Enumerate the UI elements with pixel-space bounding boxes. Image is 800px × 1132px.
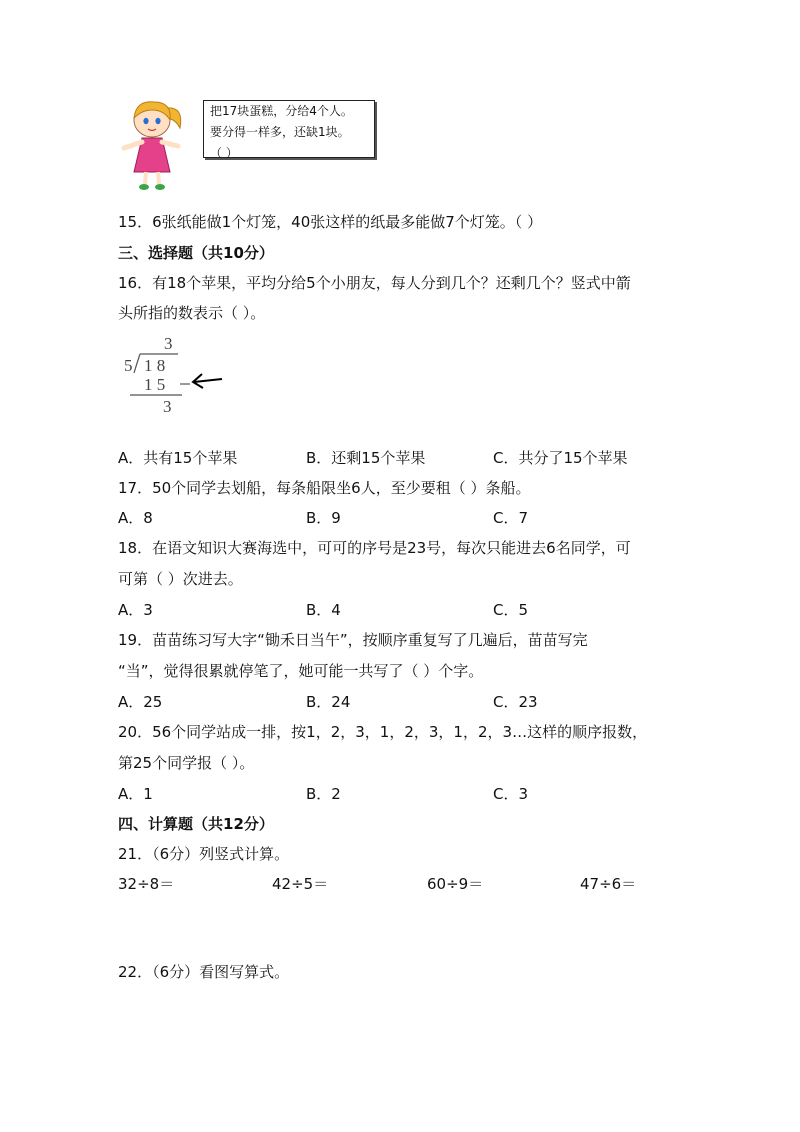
section-heading-calculation: 四、计算题（共12分） xyxy=(118,815,274,833)
question-16-line-2: 头所指的数表示（ ）。 xyxy=(118,304,266,322)
q16-option-b[interactable]: B．还剩15个苹果 xyxy=(306,449,426,467)
question-20-line-2: 第25个同学报（ ）。 xyxy=(118,754,255,772)
q19-option-a[interactable]: A．25 xyxy=(118,693,163,711)
question-21: 21．（6分）列竖式计算。 xyxy=(118,845,290,863)
question-19-line-2: “当”，觉得很累就停笔了，她可能一共写了（ ）个字。 xyxy=(118,662,484,680)
q21-expression-2: 42÷5＝ xyxy=(272,875,329,893)
question-15: 15．6张纸能做1个灯笼，40张这样的纸最多能做7个灯笼。（ ） xyxy=(118,213,543,231)
division-divisor: 5 xyxy=(124,356,133,375)
question-18-line-1: 18．在语文知识大赛海选中，可可的序号是23号，每次只能进去6名同学，可 xyxy=(118,539,631,557)
bubble-line-2: 要分得一样多，还缺1块。 xyxy=(210,125,350,139)
question-20-line-1: 20．56个同学站成一排，按1，2，3，1，2，3，1，2，3…这样的顺序报数， xyxy=(118,723,648,741)
long-division-diagram xyxy=(118,333,238,422)
speech-bubble xyxy=(203,100,375,158)
q18-option-a[interactable]: A．3 xyxy=(118,601,153,619)
q17-option-a[interactable]: A．8 xyxy=(118,509,153,527)
question-22: 22．（6分）看图写算式。 xyxy=(118,963,290,981)
division-dividend: 1 8 xyxy=(144,356,166,375)
q20-option-a[interactable]: A．1 xyxy=(118,785,153,803)
bubble-line-3: （ ） xyxy=(210,146,238,160)
q19-option-b[interactable]: B．24 xyxy=(306,693,351,711)
left-arrow-icon xyxy=(193,374,222,388)
question-18-line-2: 可第（ ）次进去。 xyxy=(118,570,243,588)
q18-option-b[interactable]: B．4 xyxy=(306,601,341,619)
question-16-line-1: 16．有18个苹果，平均分给5个小朋友，每人分到几个？还剩几个？竖式中箭 xyxy=(118,274,631,292)
q18-option-c[interactable]: C．5 xyxy=(493,601,529,619)
section-heading-choice: 三、选择题（共10分） xyxy=(118,244,274,262)
division-remainder: 3 xyxy=(163,397,172,416)
division-product: 1 5 xyxy=(144,375,166,394)
q21-expression-4: 47÷6＝ xyxy=(580,875,637,893)
q16-option-c[interactable]: C．共分了15个苹果 xyxy=(493,449,628,467)
bubble-line-1: 把17块蛋糕，分给4个人。 xyxy=(210,104,353,118)
q19-option-c[interactable]: C．23 xyxy=(493,693,538,711)
q21-expression-1: 32÷8＝ xyxy=(118,875,175,893)
question-17: 17．50个同学去划船，每条船限坐6人，至少要租（ ）条船。 xyxy=(118,479,531,497)
q17-option-b[interactable]: B．9 xyxy=(306,509,341,527)
q17-option-c[interactable]: C．7 xyxy=(493,509,529,527)
q21-expression-3: 60÷9＝ xyxy=(427,875,484,893)
q20-option-b[interactable]: B．2 xyxy=(306,785,341,803)
girl-illustration-icon xyxy=(118,98,188,197)
q16-option-a[interactable]: A．共有15个苹果 xyxy=(118,449,238,467)
question-19-line-1: 19．苗苗练习写大字“锄禾日当午”，按顺序重复写了几遍后，苗苗写完 xyxy=(118,631,588,649)
q20-option-c[interactable]: C．3 xyxy=(493,785,529,803)
division-quotient: 3 xyxy=(164,334,173,353)
